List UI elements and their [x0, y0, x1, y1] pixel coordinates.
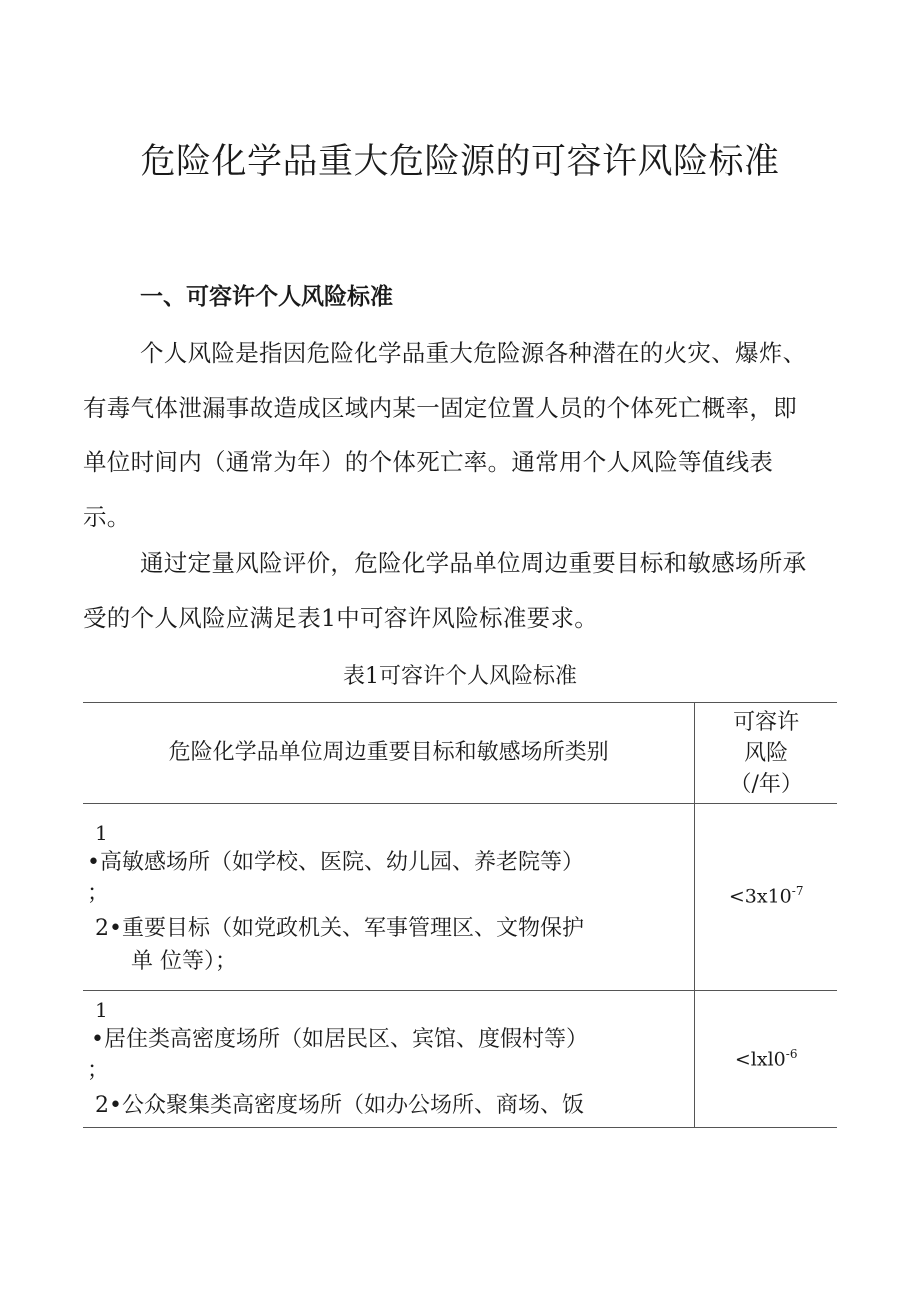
item-text: •居住类高密度场所（如居民区、宾馆、度假村等） [91, 1027, 588, 1052]
category-cell [83, 804, 695, 991]
paragraph-requirement [83, 536, 807, 645]
item-text: 2•重要目标（如党政机关、军事管理区、文物保护 [95, 916, 584, 941]
table-row [83, 804, 837, 991]
header-risk-line: 可容许 [733, 709, 800, 735]
risk-value-base: <3x10 [728, 885, 792, 908]
section-heading: 一、可容许个人风险标准 [140, 284, 393, 310]
item-text: 2•公众聚集类高密度场所（如办公场所、商场、饭 [95, 1093, 584, 1118]
risk-standard-table [83, 702, 837, 1128]
item-text-continued: 单 位等）； [131, 949, 237, 974]
paragraph-text: 个人风险是指因危险化学品重大危险源各种潜在的火灾、爆炸、有毒气体泄漏事故造成区域内某一固定位置人员的个体死亡概率，即单位时间内（通常为年）的个体死亡率。通常用个人风险等值线表示。 [83, 339, 807, 531]
header-category: 危险化学品单位周边重要目标和敏感场所类别 [83, 703, 695, 804]
risk-value-base: <lxl0 [734, 1048, 786, 1071]
item-semicolon: ； [87, 881, 110, 906]
header-risk [695, 703, 837, 804]
table-header-row [83, 703, 837, 804]
risk-value [695, 884, 837, 907]
paragraph-individual-risk [83, 326, 807, 544]
category-cell [83, 991, 695, 1128]
risk-value-exponent: -6 [785, 1047, 798, 1061]
risk-value [695, 1047, 837, 1070]
item-semicolon: ； [87, 1058, 110, 1083]
table-row [83, 991, 837, 1128]
header-risk-line: 风险 [744, 740, 789, 766]
item-number: 1 [95, 998, 108, 1022]
table-caption: 表1可容许个人风险标准 [343, 664, 577, 689]
item-number: 1 [95, 821, 108, 845]
risk-value-cell [695, 991, 837, 1128]
risk-value-exponent: -7 [791, 884, 804, 898]
header-risk-line: （/年） [729, 771, 803, 797]
document-title: 危险化学品重大危险源的可容许风险标准 [140, 142, 780, 182]
paragraph-text: 通过定量风险评价，危险化学品单位周边重要目标和敏感场所承受的个人风险应满足表1中可容许风险标准要求。 [83, 549, 807, 632]
item-text: •高敏感场所（如学校、医院、幼儿园、养老院等） [87, 850, 584, 875]
risk-value-cell [695, 804, 837, 991]
